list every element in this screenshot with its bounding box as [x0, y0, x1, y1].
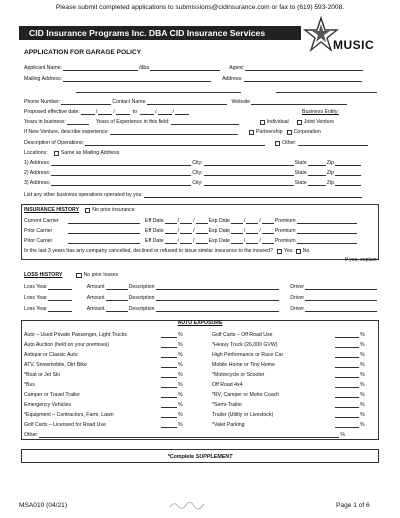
loss-1-desc-label: Description	[128, 284, 155, 290]
exposure-label: *Valet Parking	[212, 422, 245, 428]
address-3-field[interactable]	[51, 180, 191, 186]
exposure-pct-sign: %	[178, 332, 183, 338]
exposure-row	[24, 379, 214, 388]
exposure-pct-sign: %	[360, 402, 365, 408]
eff-year[interactable]	[116, 109, 130, 115]
exposure-pct-sign: %	[178, 402, 183, 408]
website-label: Website	[231, 99, 251, 105]
loss-3-amount-field[interactable]	[106, 306, 128, 312]
joint-venture-label: Joint Venture	[303, 119, 335, 125]
loss-1-desc-field[interactable]	[156, 284, 280, 290]
prior-1-premium-field[interactable]	[297, 228, 357, 234]
exposure-row	[212, 349, 378, 358]
new-venture-label: If New Venture, describe experience:	[24, 129, 109, 135]
current-carrier-field[interactable]	[68, 218, 140, 224]
same-as-mailing-label: Same as Mailing Address	[60, 150, 120, 156]
to-label: to	[132, 109, 138, 115]
address-1-label: 1) Address:	[24, 160, 51, 166]
exposure-pct-field[interactable]	[335, 352, 359, 358]
exposure-label: Mobile Home or Tiny Home	[212, 362, 275, 368]
exposure-pct-field[interactable]	[161, 332, 177, 338]
prior-1-eff-d[interactable]	[180, 228, 192, 234]
description-ops-label: Description of Operations:	[24, 140, 84, 146]
exposure-label: *Semi-Trailer	[212, 402, 243, 408]
exposure-label: *Equipment – Contractors, Farm, Lawn	[24, 412, 114, 418]
loss-history-title: LOSS HISTORY	[24, 272, 63, 278]
exposure-label: High Performance or Race Car	[212, 352, 284, 358]
exposure-pct-field[interactable]	[335, 422, 359, 428]
current-eff-m[interactable]	[165, 218, 177, 224]
cancelled-yes-label: Yes	[284, 248, 293, 254]
loss-2-desc-label: Description	[128, 295, 155, 301]
state-1-field[interactable]	[308, 160, 326, 166]
current-eff-y[interactable]	[196, 218, 208, 224]
phone-label: Phone Number:	[24, 99, 61, 105]
exposure-pct-field[interactable]	[335, 362, 359, 368]
exposure-label: ATV, Snowmobile, Dirt Bike	[24, 362, 87, 368]
exposure-pct-sign: %	[360, 422, 365, 428]
prior-1-eff-label: Eff Date	[145, 228, 164, 234]
loss-3-amount-label: Amount	[86, 306, 105, 312]
locations-label: Locations:	[24, 150, 48, 156]
exposure-pct-field[interactable]	[161, 362, 177, 368]
exposure-pct-sign: %	[360, 372, 365, 378]
prior-2-premium-field[interactable]	[297, 238, 357, 244]
exposure-label: Auto Auction (held on your premises)	[24, 342, 110, 348]
loss-1-driver-field[interactable]	[305, 284, 377, 290]
exposure-label: Trailer (Utility or Livestock)	[212, 412, 274, 418]
agent-field[interactable]	[245, 65, 363, 71]
exposure-pct-sign: %	[360, 342, 365, 348]
loss-2-amount-field[interactable]	[106, 295, 128, 301]
current-premium-label: Premium	[274, 218, 296, 224]
zip-2-field[interactable]	[335, 170, 361, 176]
state-1-label: State	[294, 160, 307, 166]
phone-field[interactable]	[61, 99, 111, 105]
exposure-pct-field[interactable]	[335, 372, 359, 378]
agent-address-line2[interactable]	[276, 87, 377, 93]
mailing-address-label: Mailing Address:	[24, 76, 63, 82]
no-prior-losses-label: No prior losses	[83, 272, 119, 278]
exposure-label: *Heavy Truck (26,000 GVW)	[212, 342, 278, 348]
other-entity-label: Other:	[282, 140, 297, 146]
exposure-pct-field[interactable]	[161, 352, 177, 358]
exposure-pct-sign: %	[360, 412, 365, 418]
years-experience-field[interactable]	[171, 119, 239, 125]
exposure-pct-field[interactable]	[335, 412, 359, 418]
years-business-label: Years in business:	[24, 119, 66, 125]
exposure-row	[212, 369, 378, 378]
prior-1-exp-d[interactable]	[246, 228, 258, 234]
exposure-pct-sign: %	[178, 352, 183, 358]
exposure-row	[24, 409, 214, 418]
exp-day[interactable]	[158, 109, 172, 115]
other-business-field[interactable]	[144, 192, 362, 198]
prior-carrier-1-field[interactable]	[68, 228, 140, 234]
signature-mark	[168, 500, 208, 510]
exposure-pct-sign: %	[360, 352, 365, 358]
loss-3-desc-field[interactable]	[156, 306, 280, 312]
prior-1-premium-label: Premium	[274, 228, 296, 234]
exposure-pct-field[interactable]	[335, 392, 359, 398]
loss-2-driver-label: Driver	[290, 295, 305, 301]
exposure-label: *Boat or Jet Ski	[24, 372, 60, 378]
if-yes-explain-label: If yes, explain:	[344, 257, 378, 263]
prior-2-exp-d[interactable]	[246, 238, 258, 244]
form-id: MSA010 (04/21)	[19, 502, 68, 509]
state-3-label: State	[294, 180, 307, 186]
exposure-row	[24, 369, 214, 378]
exposure-pct-sign: %	[178, 342, 183, 348]
agent-address-label: Address:	[222, 76, 243, 82]
prior-1-eff-m[interactable]	[165, 228, 177, 234]
exposure-pct-field[interactable]	[161, 402, 177, 408]
exposure-row	[24, 349, 214, 358]
exposure-row	[24, 399, 214, 408]
city-3-field[interactable]	[204, 180, 294, 186]
address-2-field[interactable]	[51, 170, 191, 176]
state-2-label: State	[294, 170, 307, 176]
loss-3-driver-label: Driver	[290, 306, 305, 312]
exposure-row	[212, 419, 378, 428]
city-3-label: City:	[192, 180, 203, 186]
state-3-field[interactable]	[308, 180, 326, 186]
mailing-address-line2[interactable]	[76, 87, 241, 93]
exp-year[interactable]	[175, 109, 189, 115]
exposure-label: Auto – Used Private Passenger, Light Trucks	[24, 332, 127, 338]
partnership-checkbox[interactable]	[249, 130, 254, 135]
zip-3-label: Zip	[326, 180, 334, 186]
current-premium-field[interactable]	[297, 218, 357, 224]
cancelled-no-label: No	[302, 248, 310, 254]
auto-exposure-header	[0, 320, 400, 326]
years-experience-label: Years of Experience in this field:	[95, 119, 170, 125]
auto-exposure-other-pct: %	[340, 432, 346, 438]
exposure-row	[212, 329, 378, 338]
prior-1-exp-label: Exp Date	[208, 228, 230, 234]
exposure-pct-field[interactable]	[161, 412, 177, 418]
exposure-pct-field[interactable]	[161, 342, 177, 348]
city-2-field[interactable]	[204, 170, 294, 176]
exposure-pct-field[interactable]	[161, 392, 177, 398]
loss-3-driver-field[interactable]	[305, 306, 377, 312]
prior-2-eff-m[interactable]	[165, 238, 177, 244]
current-exp-y[interactable]	[262, 218, 274, 224]
prior-1-eff-y[interactable]	[196, 228, 208, 234]
prior-2-eff-d[interactable]	[180, 238, 192, 244]
contact-name-label: Contact Name	[112, 99, 146, 105]
new-venture-field[interactable]	[110, 129, 238, 135]
exposure-pct-field[interactable]	[335, 382, 359, 388]
prior-1-exp-y[interactable]	[262, 228, 274, 234]
exposure-pct-sign: %	[178, 362, 183, 368]
city-1-label: City:	[192, 160, 203, 166]
exposure-pct-sign: %	[178, 422, 183, 428]
individual-checkbox[interactable]	[260, 120, 265, 125]
exposure-pct-field[interactable]	[161, 372, 177, 378]
exposure-row	[212, 399, 378, 408]
eff-day[interactable]	[98, 109, 112, 115]
prior-2-exp-label: Exp Date	[208, 238, 230, 244]
contact-name-field[interactable]	[147, 99, 227, 105]
loss-2-year-label: Loss Year	[24, 295, 47, 301]
page-number: Page 1 of 6	[336, 502, 370, 509]
exposure-pct-field[interactable]	[335, 342, 359, 348]
zip-1-label: Zip	[326, 160, 334, 166]
prior-2-exp-y[interactable]	[262, 238, 274, 244]
partnership-label: Partnership	[255, 129, 283, 135]
corporation-checkbox[interactable]	[287, 130, 292, 135]
loss-1-amount-label: Amount	[86, 284, 105, 290]
auto-exposure-other-field[interactable]	[39, 432, 339, 438]
prior-2-premium-label: Premium	[274, 238, 296, 244]
applicant-name-label: Applicant Name:	[24, 65, 63, 71]
prior-2-eff-label: Eff Date	[145, 238, 164, 244]
exposure-row	[212, 389, 378, 398]
exposure-label: Golf Carts – Licensed for Road Use	[24, 422, 106, 428]
exposure-pct-field[interactable]	[335, 402, 359, 408]
city-1-field[interactable]	[204, 160, 294, 166]
mailing-address-field[interactable]	[63, 76, 211, 82]
exposure-label: Emergency Vehicles	[24, 402, 71, 408]
loss-3-year-field[interactable]	[48, 306, 72, 312]
zip-2-label: Zip	[326, 170, 334, 176]
prior-carrier-2-field[interactable]	[68, 238, 140, 244]
exposure-pct-sign: %	[178, 392, 183, 398]
exposure-label: *RV, Camper or Motor Coach	[212, 392, 280, 398]
exposure-pct-sign: %	[360, 362, 365, 368]
current-eff-label: Eff Date	[145, 218, 164, 224]
auto-exposure-title: AUTO EXPOSURE	[177, 320, 223, 326]
no-prior-insurance-label: No prior insurance	[92, 207, 135, 213]
address-3-label: 3) Address:	[24, 180, 51, 186]
other-entity-field[interactable]	[298, 140, 368, 146]
joint-venture-checkbox[interactable]	[297, 120, 302, 125]
agent-address-field[interactable]	[244, 76, 362, 82]
dba-field[interactable]	[150, 65, 220, 71]
exposure-pct-sign: %	[360, 392, 365, 398]
loss-2-amount-label: Amount	[86, 295, 105, 301]
exposure-row	[24, 419, 214, 428]
exposure-pct-sign: %	[178, 382, 183, 388]
exposure-label: *Motorcycle or Scooter	[212, 372, 265, 378]
prior-1-exp-m[interactable]	[231, 228, 243, 234]
website-field[interactable]	[251, 99, 347, 105]
prior-2-exp-m[interactable]	[231, 238, 243, 244]
no-prior-insurance-checkbox[interactable]	[85, 208, 90, 213]
address-1-field[interactable]	[51, 160, 191, 166]
exposure-label: Camper or Travel Trailer	[24, 392, 80, 398]
loss-1-amount-field[interactable]	[106, 284, 128, 290]
individual-label: Individual	[266, 119, 289, 125]
current-exp-m[interactable]	[231, 218, 243, 224]
proposed-date-label: Proposed effective date:	[24, 109, 80, 115]
exp-month[interactable]	[140, 109, 154, 115]
exposure-row	[212, 409, 378, 418]
agent-label: Agent:	[229, 65, 245, 71]
exposure-row	[24, 389, 214, 398]
exposure-label: Antique or Classic Auto	[24, 352, 78, 358]
exposure-pct-field[interactable]	[161, 422, 177, 428]
logo-text: MUSIC	[333, 38, 375, 52]
current-exp-label: Exp Date	[208, 218, 230, 224]
complete-supplement-note: *Complete SUPPLEMENT	[167, 454, 233, 460]
loss-1-year-label: Loss Year	[24, 284, 47, 290]
exposure-label: Golf Carts – Off Road Use	[212, 332, 273, 338]
exposure-label: *Bus	[24, 382, 35, 388]
exposure-row	[24, 359, 214, 368]
current-eff-d[interactable]	[180, 218, 192, 224]
loss-2-year-field[interactable]	[48, 295, 72, 301]
state-2-field[interactable]	[308, 170, 326, 176]
prior-carrier-1-label: Prior Carrier	[24, 228, 53, 234]
exposure-label: Off Road 4x4	[212, 382, 243, 388]
city-2-label: City:	[192, 170, 203, 176]
exposure-pct-sign: %	[178, 412, 183, 418]
prior-carrier-2-label: Prior Carrier	[24, 238, 53, 244]
current-carrier-label: Current Carrier	[24, 218, 59, 224]
applicant-name-field[interactable]	[63, 65, 138, 71]
eff-month[interactable]	[81, 109, 95, 115]
exposure-pct-sign: %	[360, 382, 365, 388]
music-logo	[303, 16, 383, 62]
same-as-mailing-checkbox[interactable]	[54, 151, 59, 156]
dba-label: /dba	[139, 65, 150, 71]
exposure-row	[24, 329, 214, 338]
loss-3-desc-label: Description	[128, 306, 155, 312]
loss-2-driver-field[interactable]	[305, 295, 377, 301]
loss-3-year-label: Loss Year	[24, 306, 47, 312]
current-exp-d[interactable]	[246, 218, 258, 224]
exposure-row	[24, 339, 214, 348]
submission-note: Please submit completed applications to submissions@cidinsurance.com or fax to (619) 593-2008.	[55, 4, 345, 11]
corporation-label: Corporation	[293, 129, 321, 135]
years-business-field[interactable]	[67, 119, 89, 125]
other-business-label: List any other business operations operated by you:	[24, 192, 143, 198]
exposure-pct-sign: %	[178, 372, 183, 378]
exposure-row	[212, 379, 378, 388]
loss-1-year-field[interactable]	[48, 284, 72, 290]
scribble-icon	[168, 500, 208, 510]
auto-exposure-other-label: Other:	[24, 432, 39, 438]
exposure-pct-field[interactable]	[335, 332, 359, 338]
application-title: APPLICATION FOR GARAGE POLICY	[24, 49, 142, 56]
other-entity-checkbox[interactable]	[275, 141, 280, 146]
prior-2-eff-y[interactable]	[196, 238, 208, 244]
zip-3-field[interactable]	[335, 180, 361, 186]
loss-2-desc-field[interactable]	[156, 295, 280, 301]
zip-1-field[interactable]	[335, 160, 361, 166]
address-2-label: 2) Address:	[24, 170, 51, 176]
no-prior-losses-checkbox[interactable]	[76, 273, 81, 278]
business-entity-label: Business Entity:	[302, 109, 339, 115]
exposure-row	[212, 339, 378, 348]
exposure-pct-sign: %	[360, 332, 365, 338]
loss-1-driver-label: Driver	[290, 284, 305, 290]
exposure-pct-field[interactable]	[161, 382, 177, 388]
insurance-history-title: INSURANCE HISTORY	[24, 207, 80, 213]
company-banner: CID Insurance Programs Inc. DBA CID Insurance Services	[19, 26, 301, 40]
description-ops-field[interactable]	[85, 140, 265, 146]
cancelled-question: In the last 3 years has any company cancelled, declined or refused to issue similar insurance to the insured?	[24, 248, 273, 254]
exposure-row	[212, 359, 378, 368]
